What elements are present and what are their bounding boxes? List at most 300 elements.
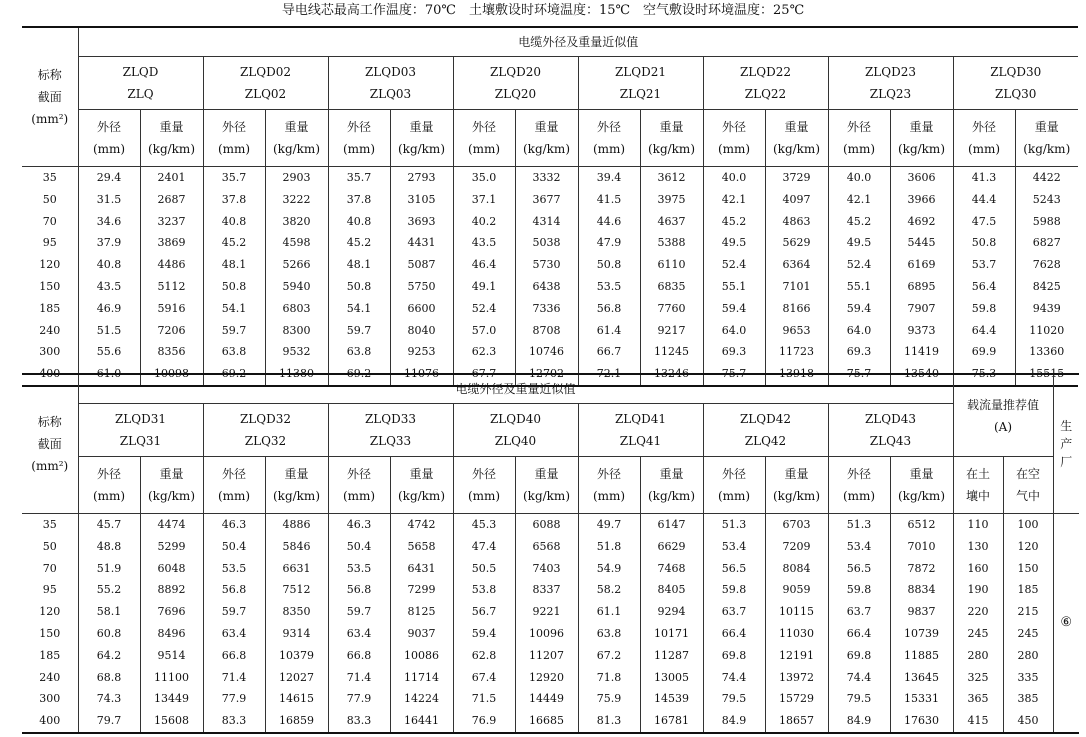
cell-value: 190 bbox=[953, 579, 1003, 601]
cell-value: 40.8 bbox=[203, 211, 265, 233]
cell-value: 3612 bbox=[640, 167, 703, 189]
cell-value: 7468 bbox=[640, 558, 703, 580]
line-2: (mm) bbox=[467, 489, 501, 503]
cell-value: 79.7 bbox=[78, 710, 140, 733]
cell-value: 220 bbox=[953, 601, 1003, 623]
cell-value: 51.8 bbox=[578, 536, 640, 558]
weight-header bbox=[265, 457, 328, 514]
cell-value: 3105 bbox=[390, 189, 453, 211]
cell-value: 4474 bbox=[140, 514, 203, 536]
line-2: (mm) bbox=[967, 142, 1001, 156]
cell-value: 51.3 bbox=[703, 514, 765, 536]
model-header bbox=[578, 57, 703, 110]
cell-value: 10086 bbox=[390, 645, 453, 667]
cell-value: 5846 bbox=[265, 536, 328, 558]
line-1: 外径 bbox=[971, 120, 996, 134]
cell-value: 45.2 bbox=[828, 211, 890, 233]
nominal-label-2: 截面 bbox=[37, 90, 62, 104]
cell-value: 9373 bbox=[890, 320, 953, 342]
cell-value: 14539 bbox=[640, 688, 703, 710]
line-1: 重量 bbox=[909, 467, 934, 481]
table-row bbox=[22, 623, 1079, 645]
cell-value: 5940 bbox=[265, 276, 328, 298]
cell-value: 57.0 bbox=[453, 320, 515, 342]
cell-value: 4422 bbox=[1015, 167, 1078, 189]
cell-value: 15515 bbox=[1015, 363, 1078, 386]
line-2: (kg/km) bbox=[647, 489, 695, 503]
cell-value: 9037 bbox=[390, 623, 453, 645]
cell-value: 11380 bbox=[265, 363, 328, 386]
line-1: 外径 bbox=[721, 467, 746, 481]
cell-value: 17630 bbox=[890, 710, 953, 733]
producer-header bbox=[1053, 374, 1079, 514]
cell-value: 40.0 bbox=[828, 167, 890, 189]
table-row bbox=[22, 211, 1078, 233]
line-2: (mm) bbox=[217, 489, 251, 503]
row-cross-section: 400 bbox=[22, 363, 78, 386]
model-header bbox=[703, 404, 828, 457]
cell-value: 13540 bbox=[890, 363, 953, 386]
cell-value: 11030 bbox=[765, 623, 828, 645]
line-2: (kg/km) bbox=[397, 142, 445, 156]
cell-value: 49.5 bbox=[703, 232, 765, 254]
cell-value: 74.4 bbox=[703, 667, 765, 689]
od-header bbox=[328, 110, 390, 167]
model-header bbox=[453, 57, 578, 110]
cell-value: 4692 bbox=[890, 211, 953, 233]
table-row bbox=[22, 514, 1079, 536]
cell-value: 54.9 bbox=[578, 558, 640, 580]
line-1: 在空 bbox=[1015, 467, 1040, 481]
cell-value: 11245 bbox=[640, 341, 703, 363]
cell-value: 7907 bbox=[890, 298, 953, 320]
cell-value: 4742 bbox=[390, 514, 453, 536]
cell-value: 48.1 bbox=[328, 254, 390, 276]
line-1: 外径 bbox=[721, 120, 746, 134]
cell-value: 9514 bbox=[140, 645, 203, 667]
cell-value: 6088 bbox=[515, 514, 578, 536]
line-1: 重量 bbox=[534, 120, 559, 134]
cell-value: 3606 bbox=[890, 167, 953, 189]
table-row bbox=[22, 601, 1079, 623]
cell-value: 46.3 bbox=[328, 514, 390, 536]
line-1: 重量 bbox=[659, 467, 684, 481]
cell-value: 16859 bbox=[265, 710, 328, 733]
cell-value: 67.7 bbox=[453, 363, 515, 386]
line-1: ZLQD43 bbox=[864, 412, 917, 426]
cell-value: 7760 bbox=[640, 298, 703, 320]
cell-value: 40.8 bbox=[328, 211, 390, 233]
cell-value: 5112 bbox=[140, 276, 203, 298]
cell-value: 34.6 bbox=[78, 211, 140, 233]
cell-value: 52.4 bbox=[703, 254, 765, 276]
cell-value: 11100 bbox=[140, 667, 203, 689]
od-header bbox=[828, 110, 890, 167]
cell-value: 74.4 bbox=[828, 667, 890, 689]
cell-value: 15608 bbox=[140, 710, 203, 733]
cell-value: 47.5 bbox=[953, 211, 1015, 233]
cell-value: 7872 bbox=[890, 558, 953, 580]
cell-value: 66.4 bbox=[828, 623, 890, 645]
air-header bbox=[1003, 457, 1053, 514]
line-1: 外径 bbox=[846, 120, 871, 134]
line-1: 重量 bbox=[409, 467, 434, 481]
line-2: (kg/km) bbox=[272, 142, 320, 156]
model-header bbox=[828, 57, 953, 110]
cell-value: 13918 bbox=[765, 363, 828, 386]
cell-value: 7299 bbox=[390, 579, 453, 601]
cell-value: 58.1 bbox=[78, 601, 140, 623]
cell-value: 69.8 bbox=[703, 645, 765, 667]
cell-value: 6835 bbox=[640, 276, 703, 298]
cell-value: 71.5 bbox=[453, 688, 515, 710]
row-cross-section: 120 bbox=[22, 601, 78, 623]
line-1: 外径 bbox=[596, 467, 621, 481]
nominal-section-header bbox=[22, 27, 78, 167]
cell-value: 11714 bbox=[390, 667, 453, 689]
line-2: ZLQ41 bbox=[619, 434, 662, 448]
line-2: ZLQ20 bbox=[494, 87, 537, 101]
cable-table-1 bbox=[22, 26, 1078, 387]
cell-value: 63.8 bbox=[328, 341, 390, 363]
group-title: 电缆外径及重量近似值 bbox=[78, 374, 953, 404]
cell-value: 5445 bbox=[890, 232, 953, 254]
cell-value: 13449 bbox=[140, 688, 203, 710]
cell-value: 8405 bbox=[640, 579, 703, 601]
cell-value: 5750 bbox=[390, 276, 453, 298]
cell-value: 35.0 bbox=[453, 167, 515, 189]
cell-value: 6600 bbox=[390, 298, 453, 320]
cell-value: 9837 bbox=[890, 601, 953, 623]
cell-value: 10171 bbox=[640, 623, 703, 645]
row-cross-section: 95 bbox=[22, 579, 78, 601]
cell-value: 64.4 bbox=[953, 320, 1015, 342]
cell-value: 215 bbox=[1003, 601, 1053, 623]
line-2: ZLQ02 bbox=[244, 87, 287, 101]
line-2: (mm) bbox=[592, 142, 626, 156]
cell-value: 46.4 bbox=[453, 254, 515, 276]
cell-value: 4314 bbox=[515, 211, 578, 233]
cell-value: 7696 bbox=[140, 601, 203, 623]
line-2: (kg/km) bbox=[522, 489, 570, 503]
line-2: ZLQ bbox=[127, 87, 154, 101]
cell-value: 40.2 bbox=[453, 211, 515, 233]
cell-value: 56.5 bbox=[703, 558, 765, 580]
cell-value: 18657 bbox=[765, 710, 828, 733]
cell-value: 51.5 bbox=[78, 320, 140, 342]
cell-value: 8084 bbox=[765, 558, 828, 580]
weight-header bbox=[390, 457, 453, 514]
weight-header bbox=[515, 457, 578, 514]
row-cross-section: 35 bbox=[22, 514, 78, 536]
cell-value: 53.7 bbox=[953, 254, 1015, 276]
cell-value: 14449 bbox=[515, 688, 578, 710]
cell-value: 50.4 bbox=[328, 536, 390, 558]
cell-value: 6629 bbox=[640, 536, 703, 558]
cell-value: 37.8 bbox=[203, 189, 265, 211]
cell-value: 11723 bbox=[765, 341, 828, 363]
cell-value: 63.7 bbox=[703, 601, 765, 623]
cell-value: 15729 bbox=[765, 688, 828, 710]
table-row bbox=[22, 536, 1079, 558]
producer-char: 产 bbox=[1060, 437, 1073, 451]
cell-value: 56.5 bbox=[828, 558, 890, 580]
cell-value: 84.9 bbox=[828, 710, 890, 733]
cell-value: 53.4 bbox=[703, 536, 765, 558]
cell-value: 245 bbox=[953, 623, 1003, 645]
cell-value: 5299 bbox=[140, 536, 203, 558]
cell-value: 84.9 bbox=[703, 710, 765, 733]
cell-value: 9221 bbox=[515, 601, 578, 623]
table-row bbox=[22, 579, 1079, 601]
line-1: 外径 bbox=[846, 467, 871, 481]
cell-value: 75.7 bbox=[828, 363, 890, 386]
cell-value: 16685 bbox=[515, 710, 578, 733]
table-row bbox=[22, 341, 1078, 363]
cell-value: 10098 bbox=[140, 363, 203, 386]
cell-value: 56.4 bbox=[953, 276, 1015, 298]
cell-value: 6438 bbox=[515, 276, 578, 298]
cell-value: 8300 bbox=[265, 320, 328, 342]
cell-value: 69.2 bbox=[328, 363, 390, 386]
cell-value: 5087 bbox=[390, 254, 453, 276]
cell-value: 7101 bbox=[765, 276, 828, 298]
table-row bbox=[22, 645, 1079, 667]
line-2: ZLQ40 bbox=[494, 434, 537, 448]
od-header bbox=[328, 457, 390, 514]
od-header bbox=[703, 110, 765, 167]
nominal-section-header bbox=[22, 374, 78, 514]
row-cross-section: 50 bbox=[22, 189, 78, 211]
cell-value: 63.8 bbox=[203, 341, 265, 363]
line-1: 外径 bbox=[471, 120, 496, 134]
table-row bbox=[22, 254, 1078, 276]
cell-value: 16441 bbox=[390, 710, 453, 733]
cell-value: 10746 bbox=[515, 341, 578, 363]
producer-mark: ⑥ bbox=[1053, 514, 1079, 733]
page-title: 导电线芯最高工作温度：70℃ 土壤敷设时环境温度：15℃ 空气敷设时环境温度：25℃ bbox=[281, 3, 805, 18]
cell-value: 81.3 bbox=[578, 710, 640, 733]
line-2: ZLQ21 bbox=[619, 87, 662, 101]
cell-value: 335 bbox=[1003, 667, 1053, 689]
row-cross-section: 70 bbox=[22, 558, 78, 580]
cell-value: 61.4 bbox=[578, 320, 640, 342]
cell-value: 40.0 bbox=[703, 167, 765, 189]
table-row bbox=[22, 710, 1079, 733]
cell-value: 4431 bbox=[390, 232, 453, 254]
line-2: ZLQ32 bbox=[244, 434, 287, 448]
cell-value: 9253 bbox=[390, 341, 453, 363]
cell-value: 43.5 bbox=[78, 276, 140, 298]
od-header bbox=[453, 457, 515, 514]
cell-value: 14615 bbox=[265, 688, 328, 710]
ampacity-header bbox=[953, 374, 1053, 457]
table-row bbox=[22, 688, 1079, 710]
row-cross-section: 185 bbox=[22, 645, 78, 667]
cell-value: 55.6 bbox=[78, 341, 140, 363]
cell-value: 59.7 bbox=[203, 601, 265, 623]
cell-value: 8496 bbox=[140, 623, 203, 645]
cell-value: 56.7 bbox=[453, 601, 515, 623]
line-1: ZLQD31 bbox=[114, 412, 167, 426]
line-1: ZLQD32 bbox=[239, 412, 292, 426]
line-2: (kg/km) bbox=[647, 142, 695, 156]
cell-value: 37.8 bbox=[328, 189, 390, 211]
cell-value: 42.1 bbox=[703, 189, 765, 211]
cell-value: 12702 bbox=[515, 363, 578, 386]
nominal-label-unit: (mm²) bbox=[31, 459, 69, 473]
group-title: 电缆外径及重量近似值 bbox=[78, 27, 1078, 57]
cell-value: 7336 bbox=[515, 298, 578, 320]
cell-value: 385 bbox=[1003, 688, 1053, 710]
line-2: ZLQ23 bbox=[869, 87, 912, 101]
cell-value: 46.3 bbox=[203, 514, 265, 536]
line-2: (mm) bbox=[717, 489, 751, 503]
cell-value: 69.9 bbox=[953, 341, 1015, 363]
line-1: ZLQD21 bbox=[614, 65, 667, 79]
line-1: ZLQD41 bbox=[614, 412, 667, 426]
weight-header bbox=[765, 110, 828, 167]
line-1: ZLQD03 bbox=[364, 65, 417, 79]
weight-header bbox=[640, 110, 703, 167]
line-2: ZLQ31 bbox=[119, 434, 162, 448]
cell-value: 6110 bbox=[640, 254, 703, 276]
model-header bbox=[453, 404, 578, 457]
line-1: 重量 bbox=[159, 467, 184, 481]
cell-value: 9217 bbox=[640, 320, 703, 342]
cell-value: 63.4 bbox=[203, 623, 265, 645]
table-row bbox=[22, 232, 1078, 254]
cell-value: 64.2 bbox=[78, 645, 140, 667]
cell-value: 8350 bbox=[265, 601, 328, 623]
nominal-label-2: 截面 bbox=[37, 437, 62, 451]
line-1: 重量 bbox=[784, 467, 809, 481]
cell-value: 11885 bbox=[890, 645, 953, 667]
cell-value: 5388 bbox=[640, 232, 703, 254]
line-2: (A) bbox=[993, 419, 1013, 434]
cell-value: 2687 bbox=[140, 189, 203, 211]
cell-value: 50.8 bbox=[953, 232, 1015, 254]
cell-value: 11419 bbox=[890, 341, 953, 363]
row-cross-section: 70 bbox=[22, 211, 78, 233]
weight-header bbox=[140, 457, 203, 514]
cell-value: 9439 bbox=[1015, 298, 1078, 320]
cell-value: 66.8 bbox=[328, 645, 390, 667]
cell-value: 6048 bbox=[140, 558, 203, 580]
cell-value: 51.9 bbox=[78, 558, 140, 580]
cell-value: 12920 bbox=[515, 667, 578, 689]
cell-value: 3820 bbox=[265, 211, 328, 233]
cell-value: 6803 bbox=[265, 298, 328, 320]
line-1: 重量 bbox=[534, 467, 559, 481]
line-2: (kg/km) bbox=[1023, 142, 1071, 156]
cell-value: 9532 bbox=[265, 341, 328, 363]
line-1: 重量 bbox=[659, 120, 684, 134]
cell-value: 130 bbox=[953, 536, 1003, 558]
cell-value: 44.4 bbox=[953, 189, 1015, 211]
od-header bbox=[78, 110, 140, 167]
cell-value: 280 bbox=[1003, 645, 1053, 667]
producer-char: 生 bbox=[1060, 419, 1073, 433]
cell-value: 50.5 bbox=[453, 558, 515, 580]
cell-value: 6147 bbox=[640, 514, 703, 536]
line-2: ZLQ33 bbox=[369, 434, 412, 448]
line-2: (kg/km) bbox=[897, 489, 945, 503]
cell-value: 8040 bbox=[390, 320, 453, 342]
cell-value: 12027 bbox=[265, 667, 328, 689]
cell-value: 6631 bbox=[265, 558, 328, 580]
weight-header bbox=[640, 457, 703, 514]
line-1: ZLQD23 bbox=[864, 65, 917, 79]
line-2: (kg/km) bbox=[147, 489, 195, 503]
od-header bbox=[78, 457, 140, 514]
cell-value: 59.4 bbox=[453, 623, 515, 645]
cell-value: 5916 bbox=[140, 298, 203, 320]
od-header bbox=[828, 457, 890, 514]
cell-value: 44.6 bbox=[578, 211, 640, 233]
line-1: ZLQD42 bbox=[739, 412, 792, 426]
cell-value: 3869 bbox=[140, 232, 203, 254]
cell-value: 77.9 bbox=[203, 688, 265, 710]
line-1: 重量 bbox=[284, 120, 309, 134]
cell-value: 13972 bbox=[765, 667, 828, 689]
row-cross-section: 95 bbox=[22, 232, 78, 254]
cell-value: 5658 bbox=[390, 536, 453, 558]
table-row bbox=[22, 558, 1079, 580]
cell-value: 29.4 bbox=[78, 167, 140, 189]
cell-value: 8356 bbox=[140, 341, 203, 363]
line-2: (mm) bbox=[342, 142, 376, 156]
cell-value: 55.1 bbox=[828, 276, 890, 298]
line-2: (mm) bbox=[217, 142, 251, 156]
cell-value: 185 bbox=[1003, 579, 1053, 601]
row-cross-section: 185 bbox=[22, 298, 78, 320]
line-1: 外径 bbox=[221, 467, 246, 481]
cell-value: 83.3 bbox=[203, 710, 265, 733]
cell-value: 2793 bbox=[390, 167, 453, 189]
cell-value: 37.1 bbox=[453, 189, 515, 211]
nominal-label-1: 标称 bbox=[37, 415, 62, 429]
cell-value: 66.4 bbox=[703, 623, 765, 645]
cell-value: 59.8 bbox=[703, 579, 765, 601]
cell-value: 55.2 bbox=[78, 579, 140, 601]
line-2: (mm) bbox=[342, 489, 376, 503]
model-header bbox=[78, 404, 203, 457]
row-cross-section: 300 bbox=[22, 341, 78, 363]
cell-value: 150 bbox=[1003, 558, 1053, 580]
cell-value: 53.8 bbox=[453, 579, 515, 601]
cell-value: 67.2 bbox=[578, 645, 640, 667]
cell-value: 69.8 bbox=[828, 645, 890, 667]
line-1: 重量 bbox=[784, 120, 809, 134]
row-cross-section: 400 bbox=[22, 710, 78, 733]
cell-value: 76.9 bbox=[453, 710, 515, 733]
cell-value: 54.1 bbox=[203, 298, 265, 320]
line-1: 外径 bbox=[471, 467, 496, 481]
table-row bbox=[22, 667, 1079, 689]
cell-value: 45.2 bbox=[328, 232, 390, 254]
weight-header bbox=[1015, 110, 1078, 167]
cell-value: 58.2 bbox=[578, 579, 640, 601]
line-2: (kg/km) bbox=[772, 142, 820, 156]
cell-value: 67.4 bbox=[453, 667, 515, 689]
cell-value: 75.7 bbox=[703, 363, 765, 386]
nominal-label-1: 标称 bbox=[37, 68, 62, 82]
soil-header bbox=[953, 457, 1003, 514]
cell-value: 79.5 bbox=[828, 688, 890, 710]
row-cross-section: 240 bbox=[22, 667, 78, 689]
cell-value: 9294 bbox=[640, 601, 703, 623]
